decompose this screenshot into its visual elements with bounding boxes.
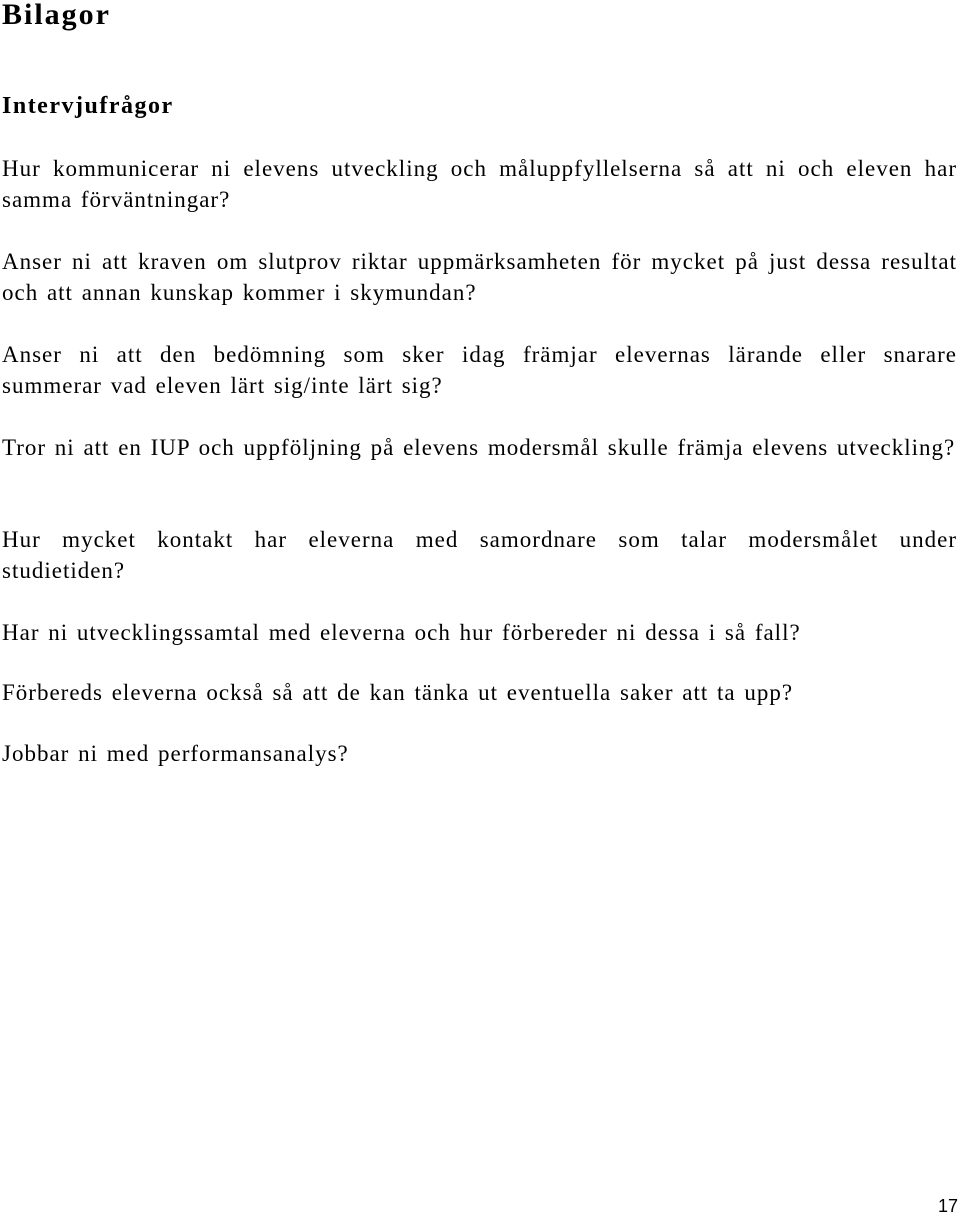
section-heading-interview-questions: Intervjufrågor bbox=[2, 93, 174, 119]
interview-question-4: Tror ni att en IUP och uppföljning på elevens modersmål skulle främja elevens utveckling? bbox=[2, 435, 956, 460]
interview-question-5: Hur mycket kontakt har eleverna med samordnare som talar modersmålet under studietiden? bbox=[2, 527, 957, 583]
page-title: Bilagor bbox=[2, 0, 111, 31]
interview-question-2: Anser ni att kraven om slutprov riktar uppmärksamheten för mycket på just dessa resultat och att annan kunskap kommer i skymundan? bbox=[2, 249, 957, 305]
interview-question-8: Jobbar ni med performansanalys? bbox=[2, 741, 349, 766]
interview-question-6: Har ni utvecklingssamtal med eleverna och hur förbereder ni dessa i så fall? bbox=[2, 620, 801, 645]
interview-question-3: Anser ni att den bedömning som sker idag främjar elevernas lärande eller snarare summerar vad eleven lärt sig/inte lärt sig? bbox=[2, 342, 957, 398]
interview-question-1: Hur kommunicerar ni elevens utveckling och måluppfyllelserna så att ni och eleven har samma förväntningar? bbox=[2, 156, 957, 212]
interview-question-7: Förbereds eleverna också så att de kan tänka ut eventuella saker att ta upp? bbox=[2, 680, 794, 705]
page-number: 17 bbox=[937, 1196, 958, 1216]
